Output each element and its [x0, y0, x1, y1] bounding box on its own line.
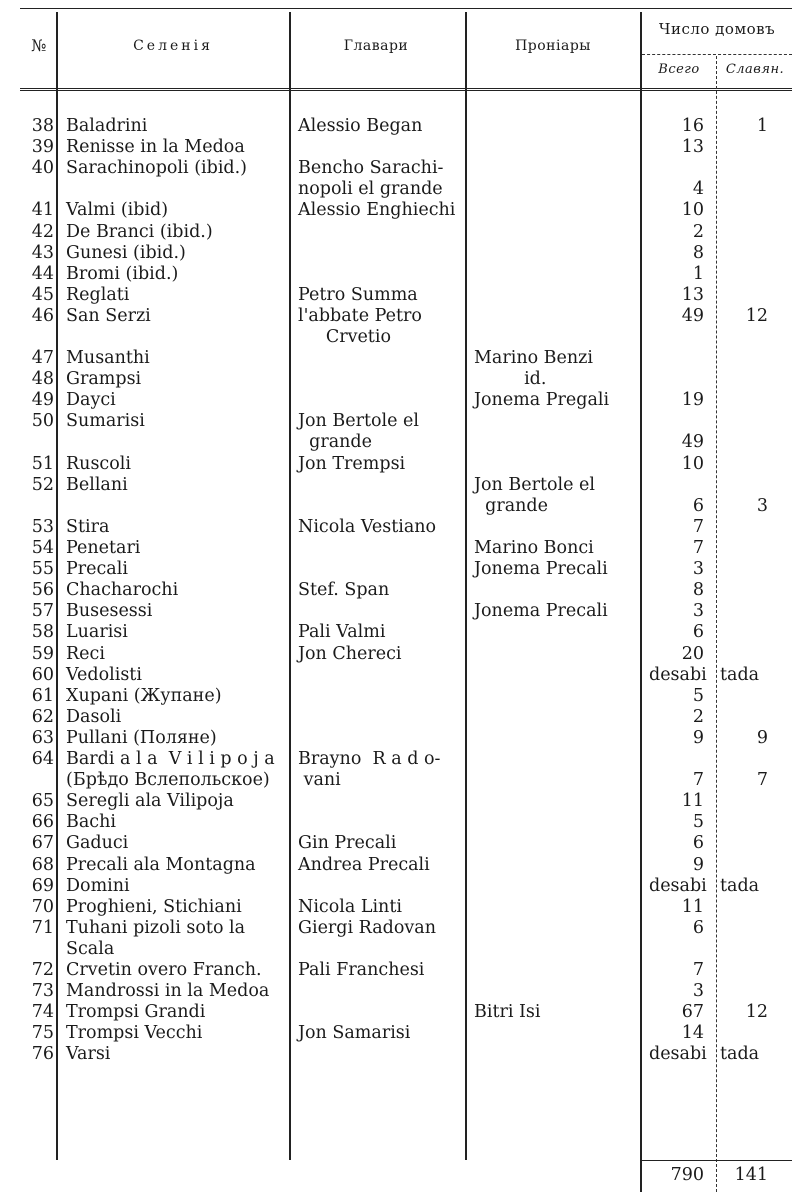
row-number: 44: [31, 263, 54, 284]
row-number: 38: [31, 116, 54, 136]
houses-total: 6: [692, 495, 704, 516]
row-number: 51: [31, 453, 54, 474]
row-number: 41: [31, 200, 54, 221]
houses-total: 5: [692, 685, 704, 706]
head-name: Jon Trempsi: [298, 453, 406, 474]
row-number: 62: [31, 706, 54, 727]
houses-total: 7: [692, 516, 704, 537]
row-number: 60: [31, 664, 54, 685]
houses-total: 14: [681, 1023, 704, 1044]
houses-total: 6: [692, 622, 704, 643]
village-name: Bellani: [66, 474, 128, 495]
totals-rule: [642, 1160, 792, 1161]
village-name: Precali: [66, 559, 128, 580]
village-name: Domini: [66, 875, 130, 896]
houses-total: 1: [692, 263, 704, 284]
village-name: Bromi (ibid.): [66, 263, 179, 284]
col-header-heads: Главари: [343, 38, 409, 54]
row-number: 57: [31, 601, 54, 622]
head-name: Jon Samarisi: [298, 1023, 411, 1044]
grand-total-slavic: 141: [734, 1165, 768, 1185]
row-number: 61: [31, 685, 54, 706]
col-header-houses: Число домовъ: [658, 20, 776, 38]
village-name: Seregli ala Vilipoja: [66, 791, 234, 812]
header-bottom-rule: [20, 88, 792, 91]
row-number: 56: [31, 580, 54, 601]
village-name: Luarisi: [66, 622, 128, 643]
row-number: 65: [31, 791, 54, 812]
row-number: 69: [31, 875, 54, 896]
village-name: Mandrossi in la Medoa: [66, 981, 270, 1002]
houses-total: 7: [692, 538, 704, 558]
village-name: Bardi a l a V i l i p o j a (Брѣдо Вслепольское): [66, 749, 275, 791]
village-name: Pullani (Поляне): [66, 727, 217, 748]
village-name: Sumarisi: [66, 411, 145, 432]
row-number: 45: [31, 284, 54, 305]
village-name: Trompsi Vecchi: [66, 1023, 203, 1044]
village-name: Vedolisti: [66, 664, 142, 685]
village-name: Stira: [66, 516, 110, 537]
village-name: Xupani (Жупане): [66, 685, 222, 706]
row-number: 52: [31, 474, 54, 495]
head-name: Nicola Vestiano: [298, 516, 437, 537]
houses-total: 49: [681, 432, 704, 453]
houses-total: 13: [681, 137, 704, 158]
houses-total: 11: [681, 791, 704, 812]
row-number: 54: [31, 538, 54, 558]
houses-total: 6: [692, 917, 704, 938]
col-header-slavic: Славян.: [725, 62, 785, 77]
village-name: Bachi: [66, 812, 116, 833]
village-name: Dayci: [66, 390, 116, 411]
houses-total: 2: [692, 221, 704, 242]
row-number: 66: [31, 812, 54, 833]
row-number: 58: [31, 622, 54, 643]
village-name: Gaduci: [66, 833, 129, 854]
row-number: 70: [31, 896, 54, 917]
houses-subheader-rule: [642, 54, 792, 55]
row-number: 48: [31, 369, 54, 390]
village-name: Reglati: [66, 284, 130, 305]
houses-total: 7: [692, 960, 704, 980]
col-divider-2: [289, 12, 291, 1160]
pronar-name: Marino Benzi: [474, 348, 593, 369]
row-number: 53: [31, 516, 54, 537]
row-number: 74: [31, 1002, 54, 1023]
houses-total: 3: [692, 559, 704, 580]
head-name: Giergi Radovan: [298, 917, 437, 938]
houses-slavic: 3: [756, 495, 768, 516]
houses-slavic: tada: [720, 664, 760, 685]
head-name: Bencho Sarachi- nopoli el grande: [298, 158, 444, 200]
village-name: Tuhani pizoli soto la Scala: [66, 917, 246, 959]
houses-slavic: 12: [745, 1002, 768, 1023]
pronar-name: Marino Bonci: [474, 538, 594, 558]
village-name: De Branci (ibid.): [66, 221, 213, 242]
houses-total: 19: [681, 390, 704, 411]
village-name: San Serzi: [66, 305, 151, 326]
houses-total: 67: [681, 1002, 704, 1023]
pronar-name: Bitri Isi: [474, 1002, 541, 1023]
row-number: 50: [31, 411, 54, 432]
head-name: Pali Franchesi: [298, 960, 425, 980]
row-number: 71: [31, 917, 54, 938]
row-number: 49: [31, 390, 54, 411]
row-number: 46: [31, 305, 54, 326]
houses-total: 16: [681, 116, 704, 136]
village-name: Penetari: [66, 538, 141, 558]
pronar-name: Jonema Precali: [474, 601, 608, 622]
head-name: Brayno R a d o- vani: [298, 749, 441, 791]
village-name: Crvetin overo Franch.: [66, 960, 262, 980]
houses-slavic: tada: [720, 1044, 760, 1065]
village-name: Ruscoli: [66, 453, 131, 474]
houses-total: 8: [692, 580, 704, 601]
village-name: Proghieni, Stichiani: [66, 896, 242, 917]
head-name: Jon Bertole el grande: [298, 411, 420, 453]
head-name: l'abbate Petro Crvetio: [298, 305, 422, 347]
village-name: Dasoli: [66, 706, 122, 727]
head-name: Jon Chereci: [298, 643, 402, 664]
village-name: Baladrini: [66, 116, 148, 136]
houses-total: 3: [692, 981, 704, 1002]
col-header-pronars: Проніары: [515, 38, 591, 54]
houses-total: 4: [692, 179, 704, 200]
col-divider-1: [56, 12, 58, 1160]
col-header-total: Всего: [658, 62, 700, 77]
houses-total: desabi: [649, 664, 707, 685]
head-name: Stef. Span: [298, 580, 390, 601]
row-number: 76: [31, 1044, 54, 1065]
grand-total: 790: [670, 1165, 704, 1185]
houses-total: 9: [692, 854, 704, 875]
village-name: Musanthi: [66, 348, 150, 369]
row-number: 72: [31, 960, 54, 980]
head-name: Andrea Precali: [298, 854, 430, 875]
row-number: 43: [31, 242, 54, 263]
village-name: Gunesi (ibid.): [66, 242, 186, 263]
row-number: 67: [31, 833, 54, 854]
houses-slavic: tada: [720, 875, 760, 896]
village-name: Renisse in la Medoa: [66, 137, 245, 158]
header-top-rule: [20, 8, 792, 9]
row-number: 73: [31, 981, 54, 1002]
row-number: 64: [31, 749, 54, 769]
village-name: Sarachinopoli (ibid.): [66, 158, 248, 179]
houses-total: 11: [681, 896, 704, 917]
head-name: Alessio Began: [298, 116, 423, 136]
village-name: Precali ala Montagna: [66, 854, 256, 875]
head-name: Pali Valmi: [298, 622, 386, 643]
row-number: 42: [31, 221, 54, 242]
houses-total: 2: [692, 706, 704, 727]
row-number: 39: [31, 137, 54, 158]
houses-total: 13: [681, 284, 704, 305]
houses-slavic: 9: [756, 727, 768, 748]
row-number: 47: [31, 348, 54, 369]
houses-total: 7: [692, 770, 704, 791]
pronar-name: Jonema Pregali: [474, 390, 610, 411]
head-name: Petro Summa: [298, 284, 418, 305]
village-name: Trompsi Grandi: [66, 1002, 206, 1023]
col-divider-5: [716, 56, 717, 1192]
row-number: 75: [31, 1023, 54, 1044]
col-divider-3: [465, 12, 467, 1160]
row-number: 63: [31, 727, 54, 748]
houses-total: 20: [681, 643, 704, 664]
houses-total: 10: [681, 200, 704, 221]
village-name: Valmi (ibid): [66, 200, 169, 221]
row-number: 59: [31, 643, 54, 664]
col-header-village: Селенія: [133, 38, 213, 54]
houses-slavic: 1: [756, 116, 768, 136]
houses-total: 3: [692, 601, 704, 622]
pronar-name: Jonema Precali: [474, 559, 608, 580]
village-name: Grampsi: [66, 369, 142, 390]
village-name: Varsi: [66, 1044, 111, 1065]
col-header-no: №: [31, 36, 47, 55]
houses-total: 6: [692, 833, 704, 854]
houses-total: desabi: [649, 875, 707, 896]
pronar-name: Jon Bertole el grande: [474, 474, 596, 516]
pronar-name: id.: [474, 369, 547, 390]
row-number: 40: [31, 158, 54, 179]
village-name: Reci: [66, 643, 105, 664]
head-name: Gin Precali: [298, 833, 397, 854]
houses-total: 5: [692, 812, 704, 833]
row-number: 68: [31, 854, 54, 875]
houses-total: 49: [681, 305, 704, 326]
village-name: Busesessi: [66, 601, 153, 622]
head-name: Alessio Enghiechi: [298, 200, 456, 221]
houses-total: 8: [692, 242, 704, 263]
row-number: 55: [31, 559, 54, 580]
houses-slavic: 7: [756, 770, 768, 791]
head-name: Nicola Linti: [298, 896, 402, 917]
houses-total: 10: [681, 453, 704, 474]
village-name: Chacharochi: [66, 580, 179, 601]
houses-total: desabi: [649, 1044, 707, 1065]
houses-total: 9: [692, 727, 704, 748]
houses-slavic: 12: [745, 305, 768, 326]
